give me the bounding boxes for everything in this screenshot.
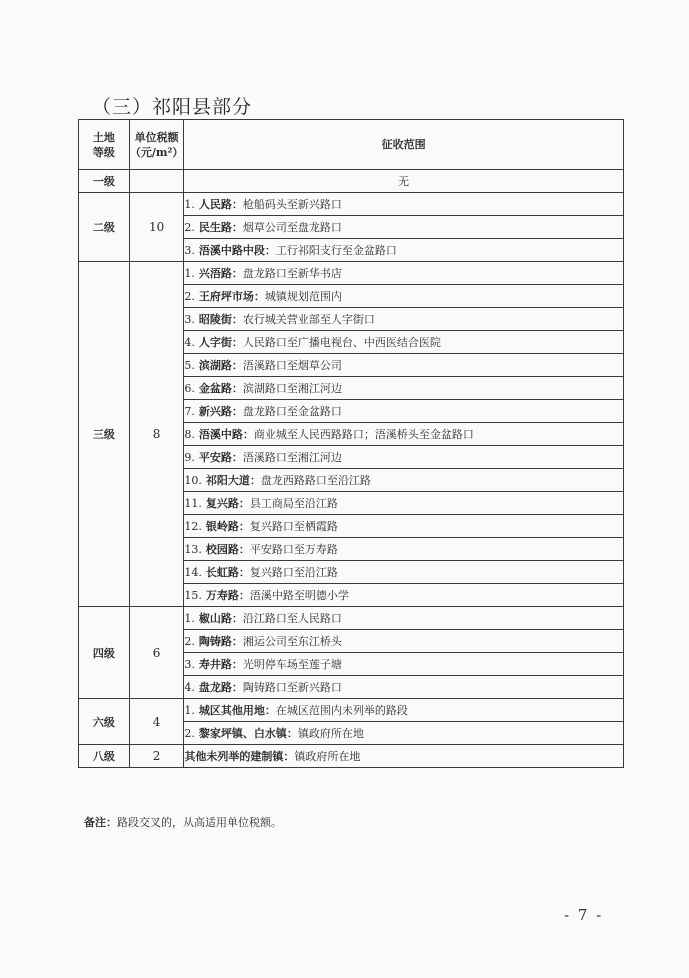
scope-text: 无 (398, 175, 410, 188)
scope-cell (184, 561, 624, 584)
item-number: 7. (184, 405, 195, 418)
scope-cell (184, 607, 624, 630)
scope-cell (184, 584, 624, 607)
road-name: 校园路： (205, 543, 250, 556)
scope-cell (184, 331, 624, 354)
table-row (79, 699, 624, 722)
road-name: 滨湖路： (198, 359, 243, 372)
grade-cell: 四级 (79, 607, 130, 699)
road-name: 黎家坪镇、白水镇： (198, 727, 298, 740)
road-name: 人民路： (198, 198, 243, 211)
item-number: 6. (184, 382, 195, 395)
table-row (79, 170, 624, 193)
item-number: 13. (184, 543, 202, 556)
grade-cell: 二级 (79, 193, 130, 262)
item-number: 2. (184, 221, 195, 234)
road-name: 人字街： (198, 336, 243, 349)
scope-cell (184, 423, 624, 446)
road-range: 工行祁阳支行至金盆路口 (275, 244, 397, 257)
road-range: 浯溪路口至湘江河边 (242, 451, 342, 464)
scope-cell (184, 446, 624, 469)
road-name: 浯溪中路： (198, 428, 254, 441)
road-name: 复兴路： (205, 497, 250, 510)
rate-cell (129, 170, 183, 193)
road-name: 王府坪市场： (198, 290, 265, 303)
note-text: 路段交叉的，从高适用单位税额。 (117, 816, 282, 829)
item-number: 1. (184, 612, 195, 625)
road-name: 新兴路： (198, 405, 243, 418)
road-range: 复兴路口至栖霞路 (249, 520, 338, 533)
road-name: 陶铸路： (198, 635, 243, 648)
road-range: 盘龙西路路口至沿江路 (260, 474, 371, 487)
road-name: 银岭路： (205, 520, 250, 533)
road-name: 金盆路： (198, 382, 243, 395)
item-number: 10. (184, 474, 202, 487)
header-grade: 土地 等级 (79, 120, 130, 170)
road-name: 万寿路： (205, 589, 250, 602)
item-number: 11. (184, 497, 202, 510)
rate-cell: 4 (129, 699, 183, 745)
road-name: 盘龙路： (198, 681, 243, 694)
note-label: 备注： (84, 816, 117, 829)
scope-cell (184, 469, 624, 492)
note (84, 814, 282, 830)
item-number: 3. (184, 244, 195, 257)
road-name: 寿井路： (198, 658, 243, 671)
scope-cell (184, 400, 624, 423)
road-range: 商业城至人民西路路口；浯溪桥头至金盆路口 (253, 428, 474, 441)
scope-cell (184, 354, 624, 377)
road-range: 镇政府所在地 (294, 750, 361, 763)
road-range: 陶铸路口至新兴路口 (242, 681, 342, 694)
scope-cell (184, 492, 624, 515)
scope-cell (184, 630, 624, 653)
scope-cell (184, 653, 624, 676)
road-range: 镇政府所在地 (297, 727, 364, 740)
rate-cell: 10 (129, 193, 183, 262)
table-body (79, 170, 624, 768)
road-range: 复兴路口至沿江路 (249, 566, 338, 579)
item-number: 15. (184, 589, 202, 602)
scope-cell (184, 745, 624, 768)
road-range: 浯溪路口至烟草公司 (242, 359, 342, 372)
page-number: - 7 - (564, 906, 604, 924)
road-range: 城镇规划范围内 (264, 290, 342, 303)
item-number: 3. (184, 313, 195, 326)
rate-cell: 6 (129, 607, 183, 699)
scope-cell (184, 699, 624, 722)
road-range: 平安路口至万寿路 (249, 543, 338, 556)
item-number: 1. (184, 704, 195, 717)
land-tax-table (78, 119, 624, 768)
scope-cell (184, 285, 624, 308)
table-row (79, 193, 624, 216)
grade-cell: 六级 (79, 699, 130, 745)
road-range: 浯溪中路至明德小学 (249, 589, 349, 602)
table-row (79, 607, 624, 630)
item-number: 2. (184, 727, 195, 740)
road-range: 农行城关营业部至人字街口 (242, 313, 375, 326)
header-rate: 单位税额 （元/m²） (129, 120, 183, 170)
road-range: 在城区范围内未列举的路段 (275, 704, 408, 717)
rate-cell: 8 (129, 262, 183, 607)
grade-cell: 三级 (79, 262, 130, 607)
item-number: 1. (184, 267, 195, 280)
table-row (79, 745, 624, 768)
road-range: 枪船码头至新兴路口 (242, 198, 342, 211)
table-header-row (79, 120, 624, 170)
grade-cell: 八级 (79, 745, 130, 768)
rate-cell: 2 (129, 745, 183, 768)
road-range: 盘龙路口至金盆路口 (242, 405, 342, 418)
road-range: 滨湖路口至湘江河边 (242, 382, 342, 395)
item-number: 2. (184, 635, 195, 648)
scope-cell (184, 216, 624, 239)
item-number: 2. (184, 290, 195, 303)
road-name: 祁阳大道： (205, 474, 261, 487)
item-number: 4. (184, 681, 195, 694)
scope-cell (184, 193, 624, 216)
scope-cell (184, 308, 624, 331)
scope-cell (184, 377, 624, 400)
road-name: 城区其他用地： (198, 704, 276, 717)
header-scope: 征收范围 (184, 120, 624, 170)
road-range: 光明停车场至莲子塘 (242, 658, 342, 671)
item-number: 9. (184, 451, 195, 464)
road-name: 民生路： (198, 221, 243, 234)
road-name: 其他未列举的建制镇： (184, 750, 295, 763)
road-name: 浯溪中路中段： (198, 244, 276, 257)
road-range: 人民路口至广播电视台、中西医结合医院 (242, 336, 441, 349)
scope-cell (184, 515, 624, 538)
grade-cell: 一级 (79, 170, 130, 193)
road-range: 沿江路口至人民路口 (242, 612, 342, 625)
road-name: 昭陵街： (198, 313, 243, 326)
scope-cell (184, 538, 624, 561)
road-range: 县工商局至沿江路 (249, 497, 338, 510)
road-name: 椒山路： (198, 612, 243, 625)
scope-cell (184, 170, 624, 193)
item-number: 14. (184, 566, 202, 579)
road-range: 湘运公司至东江桥头 (242, 635, 342, 648)
scope-cell (184, 239, 624, 262)
road-range: 盘龙路口至新华书店 (242, 267, 342, 280)
section-title: （三）祁阳县部分 (92, 96, 253, 118)
item-number: 4. (184, 336, 195, 349)
item-number: 3. (184, 658, 195, 671)
item-number: 1. (184, 198, 195, 211)
scope-cell (184, 676, 624, 699)
road-name: 长虹路： (205, 566, 250, 579)
item-number: 5. (184, 359, 195, 372)
road-range: 烟草公司至盘龙路口 (242, 221, 342, 234)
road-name: 平安路： (198, 451, 243, 464)
scope-cell (184, 722, 624, 745)
scope-cell (184, 262, 624, 285)
table-row (79, 262, 624, 285)
road-name: 兴浯路： (198, 267, 243, 280)
item-number: 12. (184, 520, 202, 533)
item-number: 8. (184, 428, 195, 441)
